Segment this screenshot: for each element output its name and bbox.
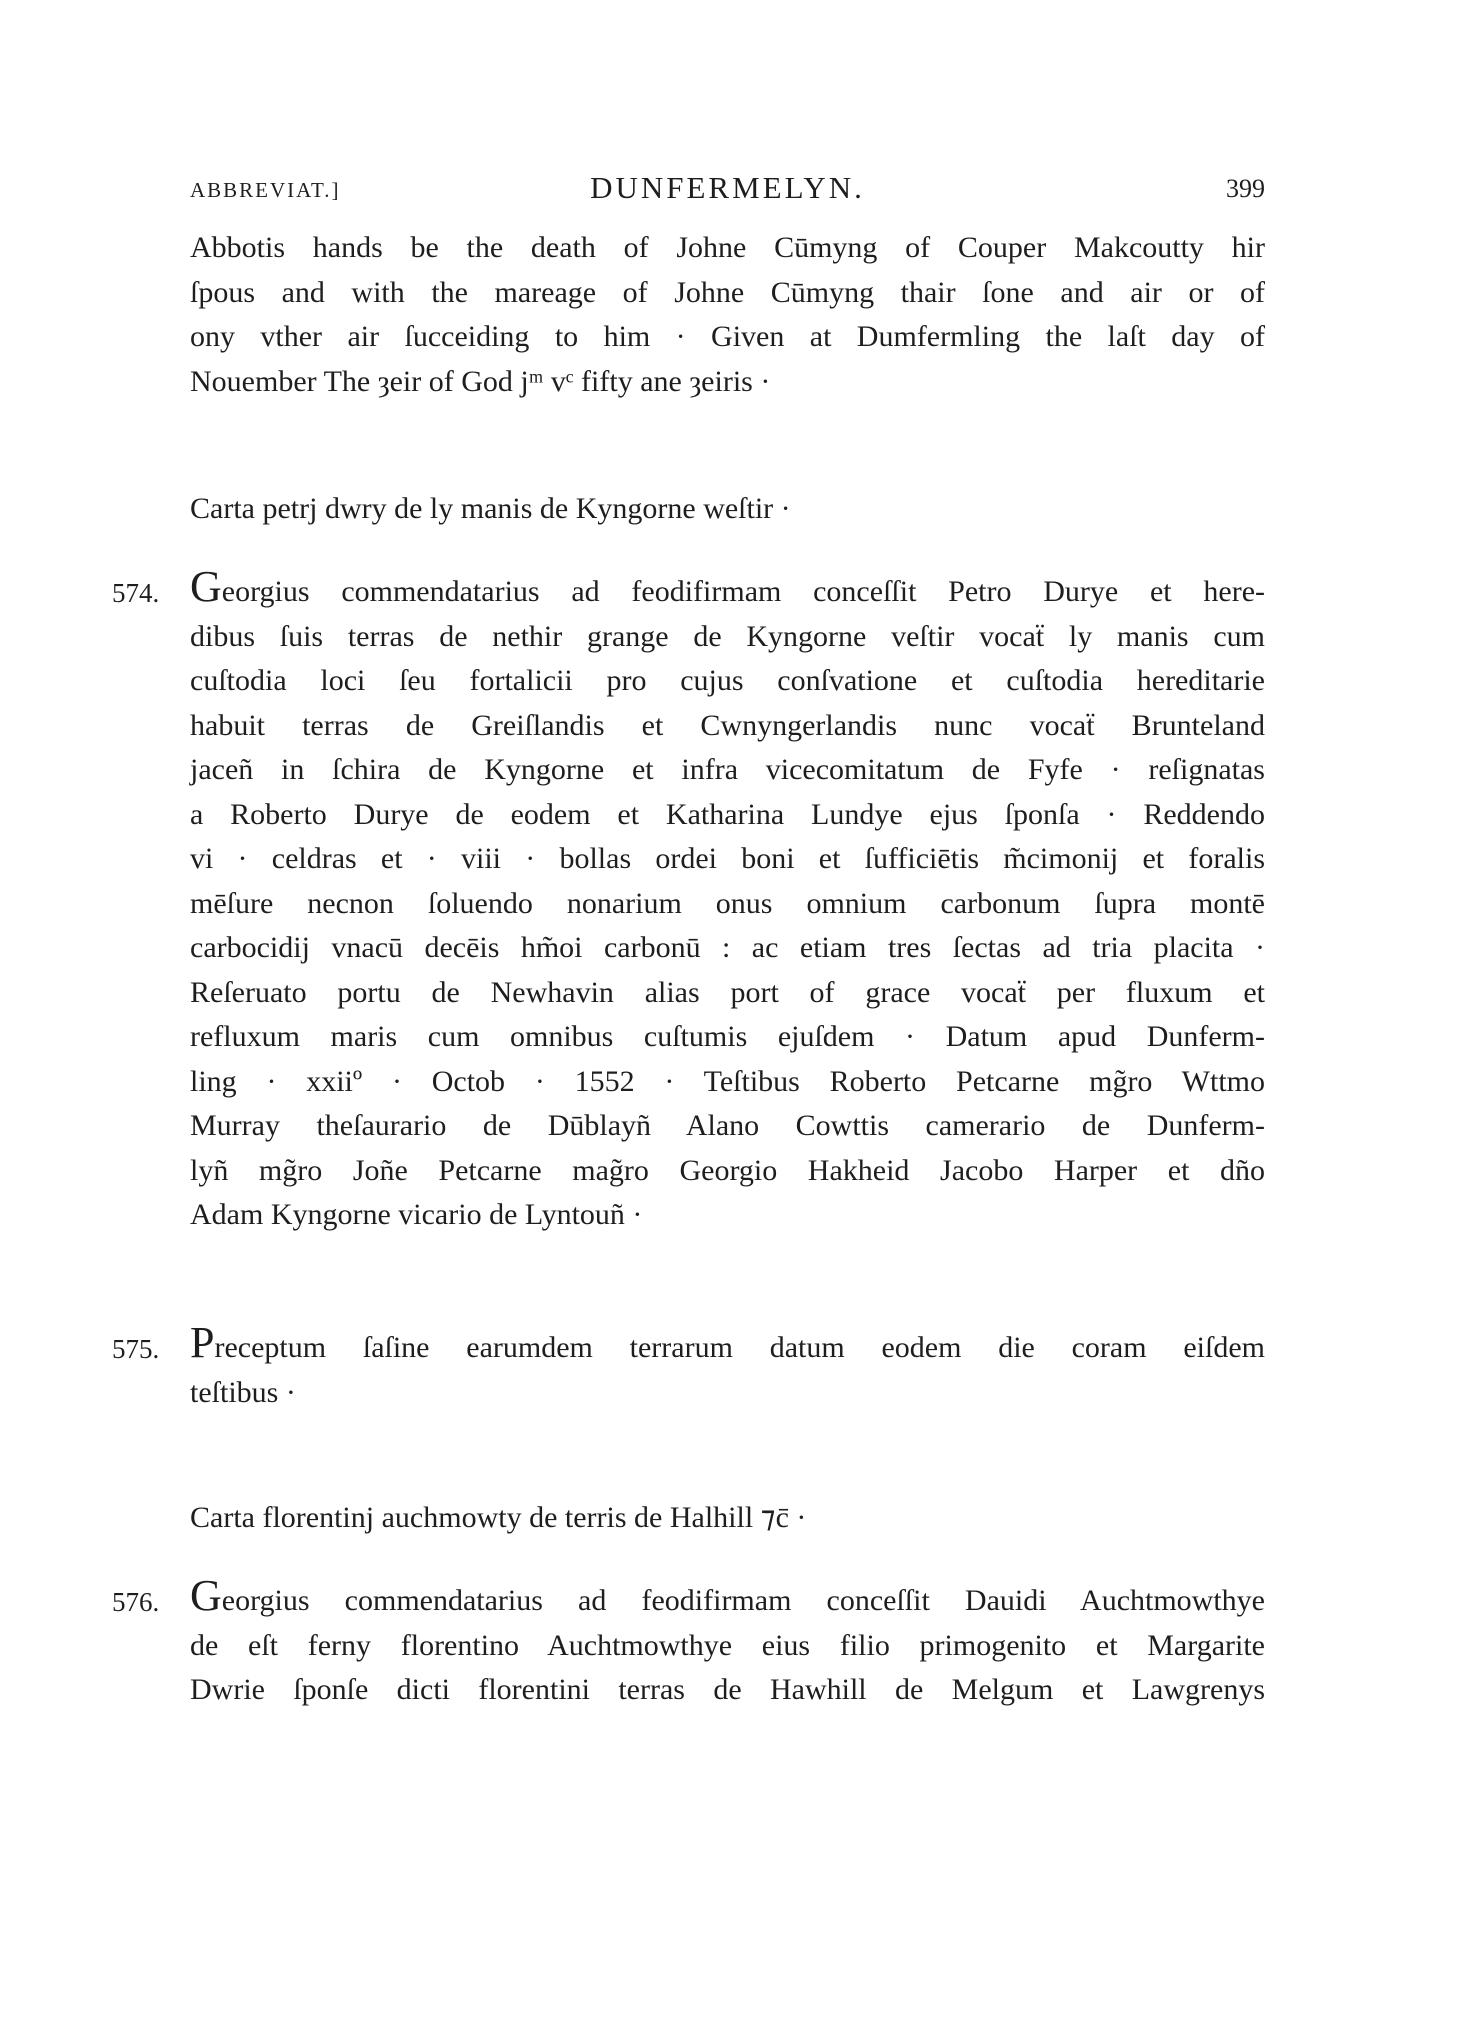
- text-line: lyñ mg̃ro Joñe Petcarne mag̃ro Georgio Hakheid Jacobo Harper et dño: [190, 1153, 1265, 1187]
- text-line: refluxum maris cum omnibus cuſtumis ejuſdem · Datum apud Dunferm-: [190, 1020, 1265, 1053]
- drop-initial: G: [190, 1571, 222, 1620]
- drop-initial: G: [190, 562, 222, 611]
- header-abbreviation: ABBREVIAT.]: [190, 178, 341, 202]
- text-line: teſtibus ·: [190, 1375, 296, 1409]
- text-line: Reſeruato portu de Newhavin alias port of grace vocaẗ per fluxum et: [190, 975, 1265, 1009]
- entry-576-text: [190, 1571, 1265, 1713]
- drop-initial: P: [190, 1318, 215, 1367]
- text-line: Adam Kyngorne vicario de Lyntouñ ·: [190, 1198, 643, 1231]
- text-line: Murray theſaurario de Dūblayñ Alano Cowttis camerario de Dunferm-: [190, 1109, 1265, 1142]
- rubric-heading: Carta petrj dwry de ly manis de Kyngorne weſtir ·: [190, 492, 791, 525]
- text-line: vi · celdras et · viii · bollas ordei boni et ſufficiētis m̃cimonij et foralis: [190, 842, 1265, 875]
- text-line: ling · xxiiº · Octob · 1552 · Teſtibus Roberto Petcarne mg̃ro Wttmo: [190, 1064, 1265, 1098]
- rubric-heading: Carta florentinj auchmowty de terris de Halhill ⁊c̄ ·: [190, 1501, 807, 1534]
- text-line: [190, 1318, 1265, 1371]
- continuation-paragraph: [190, 226, 1265, 404]
- text-line-content: eorgius commendatarius ad feodifirmam conceſſit Petro Durye et here-: [221, 575, 1265, 608]
- entry-number: 574.: [112, 578, 160, 608]
- text-line: ſpous and with the mareage of Johne Cūmyng thair ſone and air or of: [190, 275, 1265, 309]
- page-number: 399: [1226, 174, 1265, 203]
- text-line: carbocidij vnacū decēis hm̃oi carbonū : ac etiam tres ſectas ad tria placita ·: [190, 931, 1265, 964]
- text-line: mēſure necnon ſoluendo nonarium onus omnium carbonum ſupra montē: [190, 886, 1265, 920]
- entry-575-text: [190, 1318, 1265, 1415]
- text-line: de eſt ferny florentino Auchtmowthye eius filio primogenito et Margarite: [190, 1628, 1265, 1662]
- text-line: a Roberto Durye de eodem et Katharina Lundye ejus ſponſa · Reddendo: [190, 797, 1265, 831]
- text-line: habuit terras de Greiſlandis et Cwnyngerlandis nunc vocaẗ Brunteland: [190, 708, 1265, 742]
- text-line-content: receptum ſaſine earumdem terrarum datum eodem die coram eiſdem: [214, 1331, 1265, 1364]
- entry-number: 575.: [112, 1334, 160, 1364]
- text-line: dibus ſuis terras de nethir grange de Kyngorne veſtir vocaẗ ly manis cum: [190, 619, 1265, 653]
- header-title: DUNFERMELYN.: [590, 170, 865, 205]
- text-line: jaceñ in ſchira de Kyngorne et infra vicecomitatum de Fyfe · reſignatas: [190, 753, 1265, 786]
- text-line: ony vther air ſucceiding to him · Given at Dumfermling the laſt day of: [190, 320, 1265, 353]
- text-line: Nouember The ȝeir of God jᵐ vᶜ fifty ane ȝeiris ·: [190, 364, 771, 398]
- entry-574-text: [190, 562, 1265, 1238]
- text-line: [190, 562, 1265, 615]
- text-line-content: eorgius commendatarius ad feodifirmam conceſſit Dauidi Auchtmowthye: [221, 1584, 1265, 1617]
- text-line: cuſtodia loci ſeu fortalicii pro cujus conſvatione et cuſtodia hereditarie: [190, 664, 1265, 697]
- text-line: Dwrie ſponſe dicti florentini terras de Hawhill de Melgum et Lawgrenys: [190, 1673, 1265, 1706]
- entry-number: 576.: [112, 1587, 160, 1617]
- text-line: [190, 1571, 1265, 1624]
- running-header: [190, 170, 1265, 210]
- text-line: Abbotis hands be the death of Johne Cūmyng of Couper Makcoutty hir: [190, 231, 1265, 264]
